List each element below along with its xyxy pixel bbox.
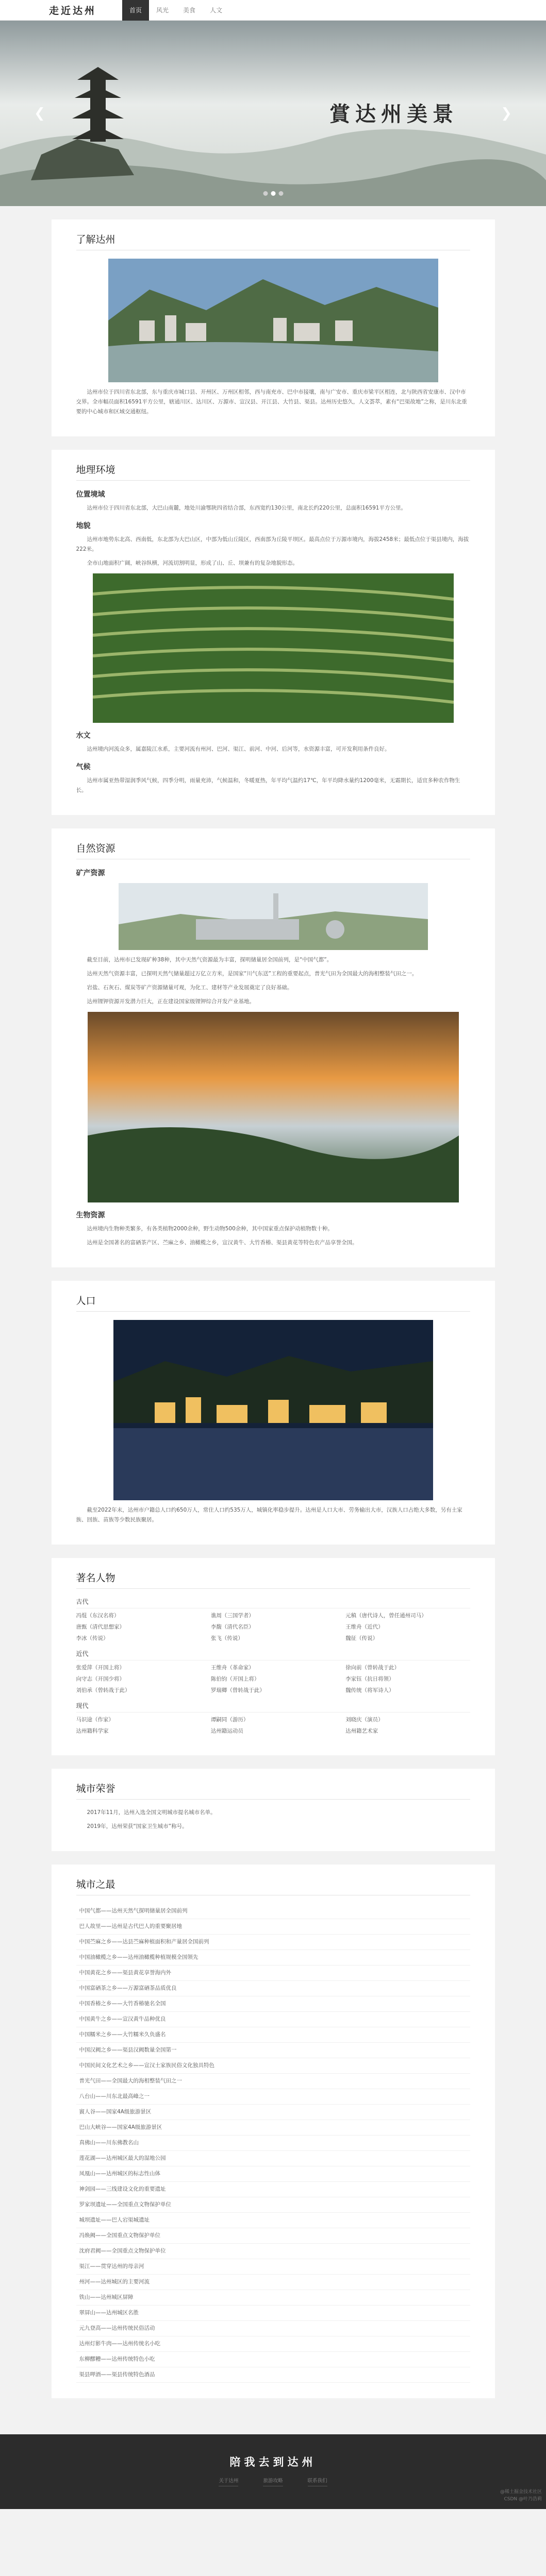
tour-item: 八台山——川东北最高峰之一	[76, 2089, 470, 2105]
tour-section	[52, 1865, 495, 2398]
water-text: 达州境内河流众多，属嘉陵江水系，主要河流有州河、巴河、渠江、前河、中河、后河等，水资源丰富，可开发利用条件良好。	[87, 746, 390, 752]
watermark: CSDN @叶乃浩莉	[504, 2497, 542, 2502]
resources-title: 自然资源	[76, 841, 470, 859]
hero-carousel	[0, 21, 546, 206]
person: 刘晓庆（演员）	[345, 1717, 384, 1723]
mineral-text-3: 岩盐、石灰石、煤炭等矿产资源储量可观，为化工、建材等产业发展奠定了良好基础。	[87, 985, 293, 991]
tour-item: 巴山大峡谷——国家4A级旅游景区	[76, 2120, 470, 2136]
era-contemporary-label: 现代	[76, 1701, 470, 1713]
geography-section	[52, 450, 495, 815]
next-slide-icon[interactable]: ❯	[501, 106, 512, 121]
tour-item: 普光气田——全国最大的海相整装气田之一	[76, 2074, 470, 2089]
location-text: 达州市位于四川省东北部，大巴山南麓，地处川渝鄂陕四省结合部，东西宽约130公里，南北长约220公里，总面积16591平方公里。	[87, 505, 406, 511]
honor-item: 2019年，达州荣获“国家卫生城市”称号。	[87, 1823, 188, 1829]
carousel-dot[interactable]	[263, 191, 268, 196]
person: 魏征（传说）	[345, 1635, 378, 1641]
tour-item: 城坝遗址——巴人宕渠城遗址	[76, 2213, 470, 2228]
era-contemporary-list	[76, 1716, 470, 1735]
mineral-text-2: 达州天然气资源丰富，已探明天然气储量超过万亿立方米，是国家“川气东送”工程的重要起点，普光气田为全国最大的海相整装气田之一。	[87, 971, 418, 977]
era-modern-label: 近代	[76, 1649, 470, 1660]
tour-item: 沈府君阙——全国重点文物保护单位	[76, 2244, 470, 2259]
terrain-heading: 地貌	[76, 522, 91, 530]
person: 李家钰（抗日将领）	[345, 1676, 394, 1682]
person: 唐甄（清代思想家）	[76, 1624, 125, 1630]
water-heading: 水文	[76, 732, 91, 740]
site-logo[interactable]: 走近达州	[49, 5, 97, 16]
tour-item: 罗家坝遗址——全国重点文物保护单位	[76, 2197, 470, 2213]
tour-item: 铁山——达州城区屏障	[76, 2290, 470, 2306]
city-photo	[108, 259, 438, 382]
bio-text-2: 达州是全国著名的富硒茶产区、苎麻之乡、油橄榄之乡，宣汉黄牛、大竹香椿、渠县黄花等特色农产品享誉全国。	[87, 1240, 358, 1246]
nav-culture[interactable]: 人文	[210, 6, 223, 14]
mineral-text-4: 达州锂钾资源开发潜力巨大，正在建设国家级锂钾综合开发产业基地。	[87, 998, 255, 1005]
nav-home[interactable]: 首页	[122, 0, 149, 21]
tour-item: 中国苎麻之乡——达县苎麻种植面积和产量居全国前列	[76, 1935, 470, 1950]
person: 刘伯承（曾转战于此）	[76, 1687, 130, 1693]
era-ancient-list	[76, 1612, 470, 1642]
person: 冯绲（东汉名将）	[76, 1613, 120, 1619]
person: 谯周（三国学者）	[210, 1613, 254, 1619]
mineral-heading: 矿产资源	[76, 869, 105, 877]
footer-link-about[interactable]: 关于达州	[219, 2477, 238, 2486]
tour-item: 中国黄牛之乡——宣汉黄牛品种优良	[76, 2012, 470, 2027]
climate-text: 达州市属亚热带湿润季风气候，四季分明，雨量充沛，气候温和，冬暖夏热，年平均气温约17℃，年平均降水量约1200毫米，无霜期长，适宜多种农作物生长。	[76, 777, 460, 793]
footer-link-contact[interactable]: 联系我们	[308, 2477, 327, 2486]
top-bar	[0, 0, 546, 21]
geography-title: 地理环境	[76, 462, 470, 481]
figures-title: 著名人物	[76, 1570, 470, 1589]
site-footer	[0, 2434, 546, 2509]
person: 王维舟（革命家）	[210, 1665, 254, 1671]
person: 徐向前（曾转战于此）	[345, 1665, 400, 1671]
nav-scenery[interactable]: 风光	[156, 6, 169, 14]
tour-item: 翠屏山——达州城区名胜	[76, 2306, 470, 2321]
carousel-indicator	[263, 191, 283, 196]
tour-item: 莲花湖——达州城区最大的湿地公园	[76, 2151, 470, 2166]
tour-item: 冯焕阙——全国重点文物保护单位	[76, 2228, 470, 2244]
person: 达州籍科学家	[76, 1728, 109, 1734]
carousel-dot-active[interactable]	[271, 191, 275, 196]
night-city-photo	[113, 1320, 433, 1500]
tour-title: 城市之最	[76, 1877, 470, 1895]
tour-item: 真佛山——川东佛教名山	[76, 2136, 470, 2151]
about-text: 达州市位于四川省东北部，东与重庆市城口县、开州区、万州区相邻，西与南充市、巴中市接壤，南与广安市、重庆市梁平区相连，北与陕西省安康市、汉中市交界。全市幅员面积16591平方公里，辖通川区、达川区、万源市、宣汉县、开江县、大竹县、渠县。达州历史悠久，人文荟萃，素有“巴渠故地”之称，是川东北重要的中心城市和区域交通枢纽。	[76, 389, 467, 415]
bio-heading: 生物资源	[76, 1211, 105, 1219]
main-nav	[122, 0, 229, 21]
sunset-valley-photo	[88, 1012, 459, 1202]
tour-item: 中国民间文化艺术之乡——宣汉土家族民俗文化独具特色	[76, 2058, 470, 2074]
tour-item: 凤凰山——达州城区的标志性山体	[76, 2166, 470, 2182]
era-ancient-label: 古代	[76, 1597, 470, 1608]
tour-item: 中国油橄榄之乡——达州油橄榄种植规模全国领先	[76, 1950, 470, 1965]
hero-title: 賞达州美景	[329, 102, 458, 126]
person: 魏传统（将军诗人）	[345, 1687, 394, 1693]
mineral-text-1: 截至目前，达州市已发现矿种38种，其中天然气资源最为丰富，探明储量居全国前列，是“中国气都”。	[87, 957, 333, 963]
figures-section	[52, 1558, 495, 1755]
tour-item: 渠县呷酒——渠县传统特色酒品	[76, 2367, 470, 2383]
tour-item: 中国香椿之乡——大竹香椿驰名全国	[76, 1996, 470, 2012]
watermark: @稀土掘金技术社区	[500, 2489, 542, 2495]
hero-image	[0, 21, 546, 206]
tour-list	[76, 1904, 470, 2383]
person: 李冰（传说）	[76, 1635, 109, 1641]
person: 张飞（传说）	[210, 1635, 243, 1641]
tour-item: 中国糯米之乡——大竹糯米久负盛名	[76, 2027, 470, 2043]
tour-item: 中国黄花之乡——渠县黄花享誉海内外	[76, 1965, 470, 1981]
climate-heading: 气候	[76, 763, 91, 771]
prev-slide-icon[interactable]: ❮	[34, 106, 45, 121]
population-text: 截至2022年末，达州市户籍总人口约650万人，常住人口约535万人，城镇化率稳步提升。达州是人口大市、劳务输出大市，汉族人口占绝大多数，另有土家族、回族、苗族等少数民族聚居。	[76, 1507, 462, 1523]
nav-food[interactable]: 美食	[183, 6, 196, 14]
population-title: 人口	[76, 1293, 470, 1312]
footer-links	[0, 2477, 546, 2486]
resources-section	[52, 828, 495, 1267]
footer-link-guide[interactable]: 旅游攻略	[263, 2477, 283, 2486]
footer-title: 陪我去到达州	[229, 2455, 317, 2468]
person: 马识途（作家）	[76, 1717, 114, 1723]
tour-item: 元九登高——达州传统民俗活动	[76, 2321, 470, 2336]
terrain-text-2: 全市山地面积广阔，峡谷纵横，河流切割明显，形成了山、丘、坝兼有的复杂地貌形态。	[87, 560, 298, 566]
carousel-dot[interactable]	[278, 191, 283, 196]
person: 达州籍艺术家	[345, 1728, 378, 1734]
person: 张爱萍（开国上将）	[76, 1665, 125, 1671]
tour-item: 中国汉阙之乡——渠县汉阙数量全国第一	[76, 2043, 470, 2058]
tour-item: 巴人故里——达州是古代巴人的重要聚居地	[76, 1919, 470, 1935]
tour-item: 神剑园——三线建设文化的重要遗址	[76, 2182, 470, 2197]
tour-item: 中国气都——达州天然气探明储量居全国前列	[76, 1904, 470, 1919]
bio-text-1: 达州境内生物种类繁多，有各类植物2000余种，野生动物500余种，其中国家重点保护动植物数十种。	[87, 1226, 333, 1232]
person: 达州籍运动员	[210, 1728, 243, 1734]
tour-item: 达州灯影牛肉——达州传统名小吃	[76, 2336, 470, 2352]
tour-item: 中国富硒茶之乡——万源富硒茶品质优良	[76, 1981, 470, 1996]
about-section	[52, 219, 495, 436]
population-section	[52, 1281, 495, 1545]
terrain-text: 达州市地势东北高、西南低，东北部为大巴山区，中部为低山丘陵区，西南部为丘陵平坝区。最高点位于万源市境内，海拔2458米；最低点位于渠县境内，海拔222米。	[76, 536, 469, 552]
tour-item: 东柳醪糟——达州传统特色小吃	[76, 2352, 470, 2367]
gas-field-photo	[119, 883, 428, 950]
tour-item: 渠江——贯穿达州的母亲河	[76, 2259, 470, 2275]
honors-title: 城市荣誉	[76, 1781, 470, 1800]
terraces-photo	[93, 573, 454, 723]
location-heading: 位置境域	[76, 490, 105, 499]
person: 谭嗣同（游历）	[210, 1717, 249, 1723]
tour-item: 州河——达州城区的主要河流	[76, 2275, 470, 2290]
honor-item: 2017年11月，达州入选全国文明城市提名城市名单。	[87, 1809, 216, 1816]
honors-section	[52, 1769, 495, 1851]
person: 王维舟（近代）	[345, 1624, 384, 1630]
person: 李馥（清代名臣）	[210, 1624, 254, 1630]
tour-item: 賨人谷——国家4A级旅游景区	[76, 2105, 470, 2120]
person: 陈伯钧（开国上将）	[210, 1676, 260, 1682]
person: 元稹（唐代诗人，曾任通州司马）	[345, 1613, 427, 1619]
about-title: 了解达州	[76, 232, 470, 250]
era-modern-list	[76, 1664, 470, 1694]
person: 向守志（开国少将）	[76, 1676, 125, 1682]
person: 罗瑞卿（曾转战于此）	[210, 1687, 265, 1693]
